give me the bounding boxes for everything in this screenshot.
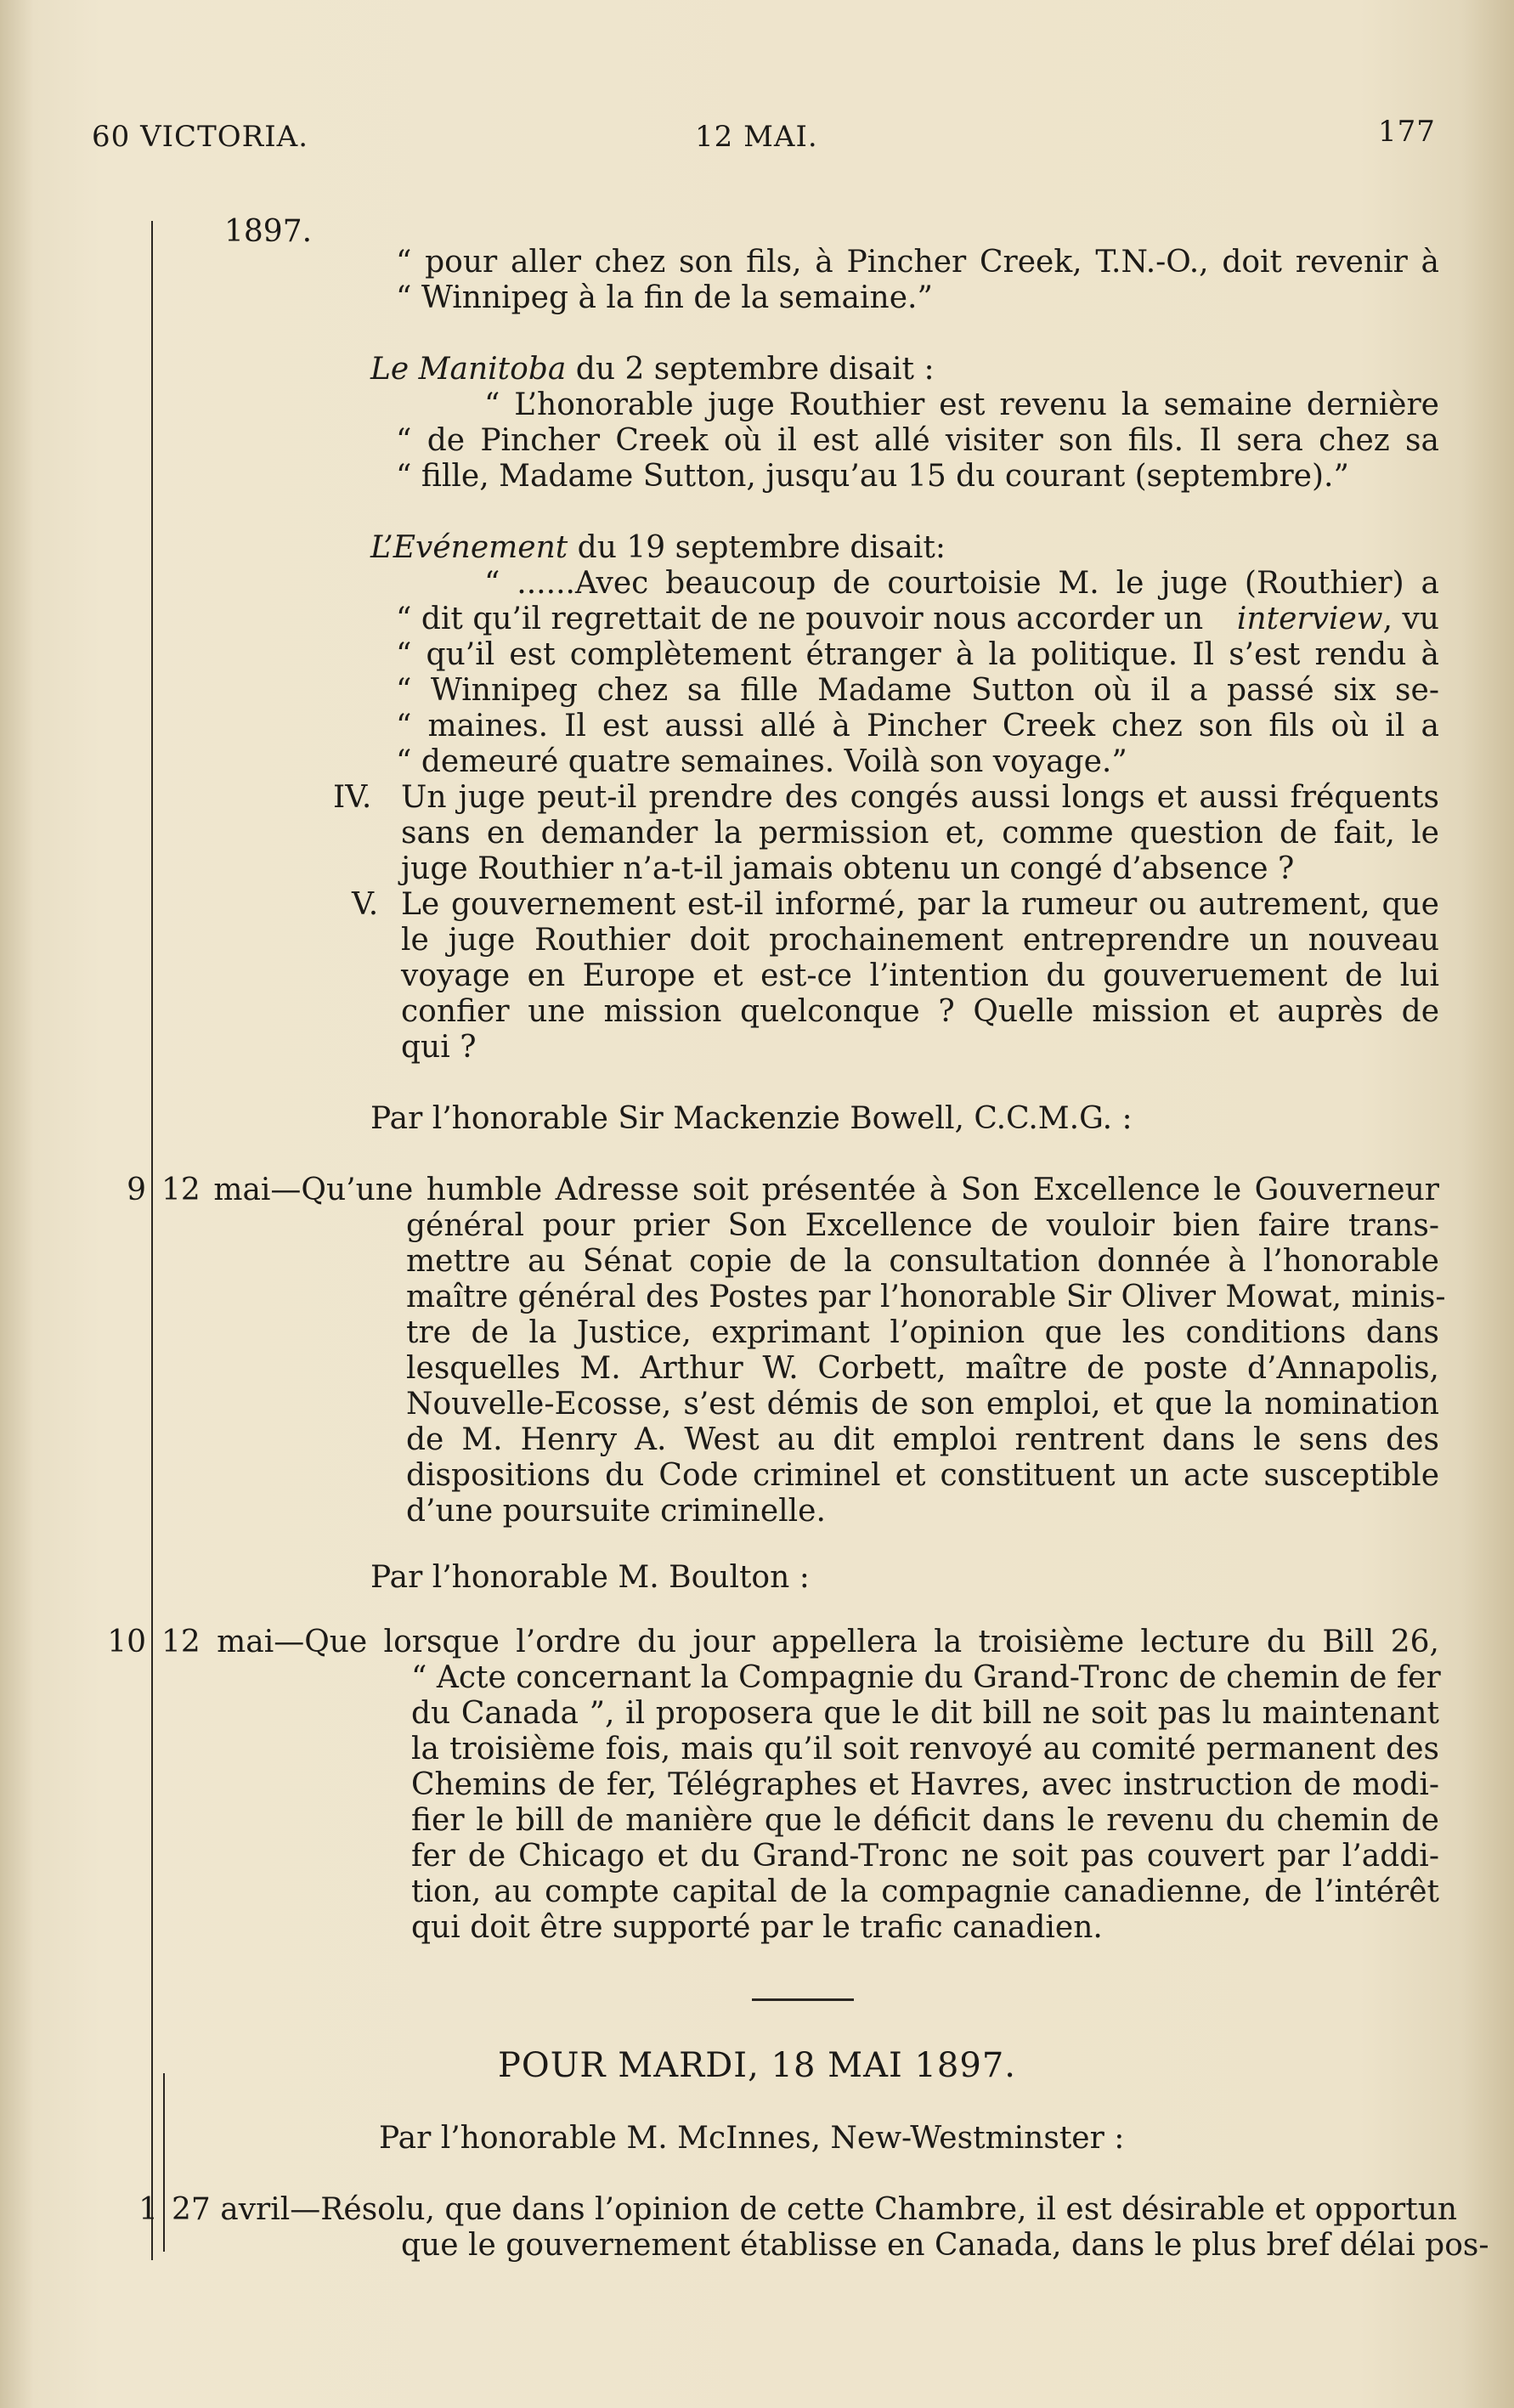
text-line: 12 mai—Qu’une humble Adresse soit présentée à Son Excellence le Gouverneur: [161, 1173, 1439, 1207]
text-line: “ Winnipeg chez sa fille Madame Sutton où il a passé six se-: [396, 673, 1439, 708]
text-line: “ demeuré quatre semaines. Voilà son voyage.”: [396, 744, 1127, 779]
text-line: sans en demander la permission et, comme question de fait, le: [401, 816, 1439, 851]
year-label: 1897.: [224, 214, 313, 249]
text-line: “ Winnipeg à la fin de la semaine.”: [396, 280, 933, 315]
text-line: 12 mai—Que lorsque l’ordre du jour appellera la troisième lecture du Bill 26,: [161, 1625, 1439, 1659]
question-number: V.: [352, 887, 379, 922]
newspaper-title: Le Manitoba: [370, 352, 567, 387]
mover-line: Par l’honorable M. Boulton :: [370, 1560, 810, 1595]
question-number: IV.: [333, 780, 372, 815]
text-line: “ maines. Il est aussi allé à Pincher Creek chez son fils où il a: [396, 709, 1439, 743]
running-header-left: 60 VICTORIA.: [92, 120, 309, 154]
text-line: voyage en Europe et est-ce l’intention du gouveruement de lui: [401, 958, 1439, 993]
quote-source-evenement: [370, 530, 946, 566]
text-line: tre de la Justice, exprimant l’opinion que les conditions dans: [406, 1315, 1439, 1350]
text-fragment: , vu: [1382, 602, 1439, 636]
text-line: “ Acte concernant la Compagnie du Grand-Tronc de chemin de fer: [411, 1660, 1441, 1695]
text-line: qui ?: [401, 1030, 477, 1065]
text-line: le juge Routhier doit prochainement entreprendre un nouveau: [401, 923, 1439, 958]
text-line: “ pour aller chez son fils, à Pincher Creek, T.N.-O., doit revenir à: [396, 245, 1439, 280]
text-line: maître général des Postes par l’honorable Sir Oliver Mowat, minis-: [406, 1280, 1446, 1314]
text-line: de M. Henry A. West au dit emploi rentrent dans le sens des: [406, 1422, 1439, 1457]
text-fragment: “ dit qu’il regrettait de ne pouvoir nous accorder un: [396, 602, 1213, 636]
text-line: Nouvelle-Ecosse, s’est démis de son emploi, et que la nomination: [406, 1387, 1439, 1422]
text-line: juge Routhier n’a-t-il jamais obtenu un congé d’absence ?: [401, 851, 1295, 886]
section-separator: [752, 1998, 854, 2001]
text-line: “ de Pincher Creek où il est allé visiter son fils. Il sera chez sa: [396, 423, 1439, 458]
text-line: d’une poursuite criminelle.: [406, 1494, 826, 1529]
text-line: Chemins de fer, Télégraphes et Havres, avec instruction de modi-: [411, 1767, 1439, 1802]
text-line: tion, au compte capital de la compagnie canadienne, de l’intérêt: [411, 1874, 1439, 1909]
text-line: fier le bill de manière que le déficit dans le revenu du chemin de: [411, 1803, 1439, 1838]
text-line: lesquelles M. Arthur W. Corbett, maître de poste d’Annapolis,: [406, 1351, 1439, 1386]
mover-line: Par l’honorable M. McInnes, New-Westminster :: [379, 2121, 1125, 2156]
text-line: que le gouvernement établisse en Canada, dans le plus bref délai pos-: [401, 2228, 1489, 2263]
text-line: Le gouvernement est-il informé, par la rumeur ou autrement, que: [401, 887, 1439, 922]
motion-number: 9: [127, 1173, 146, 1207]
text-line: “ L’honorable juge Routhier est revenu la semaine dernière: [484, 387, 1439, 422]
text-line: la troisième fois, mais qu’il soit renvoyé au comité permanent des: [411, 1732, 1439, 1766]
text-line: 27 avril—Résolu, que dans l’opinion de cette Chambre, il est désirable et opportun: [172, 2192, 1458, 2227]
motion-number: 1: [138, 2192, 158, 2227]
text-fragment: du 19 septembre disait:: [568, 530, 946, 565]
text-line: qui doit être supporté par le trafic canadien.: [411, 1910, 1103, 1945]
text-line: confier une mission quelconque ? Quelle mission et auprès de: [401, 994, 1439, 1029]
text-line: Un juge peut-il prendre des congés aussi longs et aussi fréquents: [401, 780, 1439, 815]
text-line: fer de Chicago et du Grand-Tronc ne soit pas couvert par l’addi-: [411, 1839, 1439, 1874]
margin-rule-inner: [163, 2073, 165, 2252]
section-heading: POUR MARDI, 18 MAI 1897.: [498, 2046, 1016, 2085]
text-line: [396, 602, 1439, 637]
motion-number: 10: [107, 1625, 146, 1659]
text-line: dispositions du Code criminel et constituent un acte susceptible: [406, 1458, 1439, 1493]
page-number: 177: [1378, 115, 1436, 149]
newspaper-title: L’Evénement: [370, 530, 568, 565]
mover-line: Par l’honorable Sir Mackenzie Bowell, C.C.M.G. :: [370, 1101, 1133, 1136]
quote-source-manitoba: [370, 352, 935, 387]
text-line: mettre au Sénat copie de la consultation donnée à l’honorable: [406, 1244, 1439, 1279]
text-fragment: du 2 septembre disait :: [566, 352, 935, 387]
text-line: du Canada ”, il proposera que le dit bill ne soit pas lu maintenant: [411, 1696, 1439, 1731]
text-line: général pour prier Son Excellence de vouloir bien faire trans-: [406, 1208, 1439, 1243]
text-line: “ ......Avec beaucoup de courtoisie M. le juge (Routhier) a: [484, 566, 1439, 601]
running-header-date: 12 MAI.: [695, 120, 818, 154]
text-line: “ fille, Madame Sutton, jusqu’au 15 du courant (septembre).”: [396, 459, 1349, 494]
margin-rule: [151, 221, 153, 2260]
text-line: “ qu’il est complètement étranger à la politique. Il s’est rendu à: [396, 637, 1439, 672]
italic-word: interview: [1236, 602, 1383, 636]
